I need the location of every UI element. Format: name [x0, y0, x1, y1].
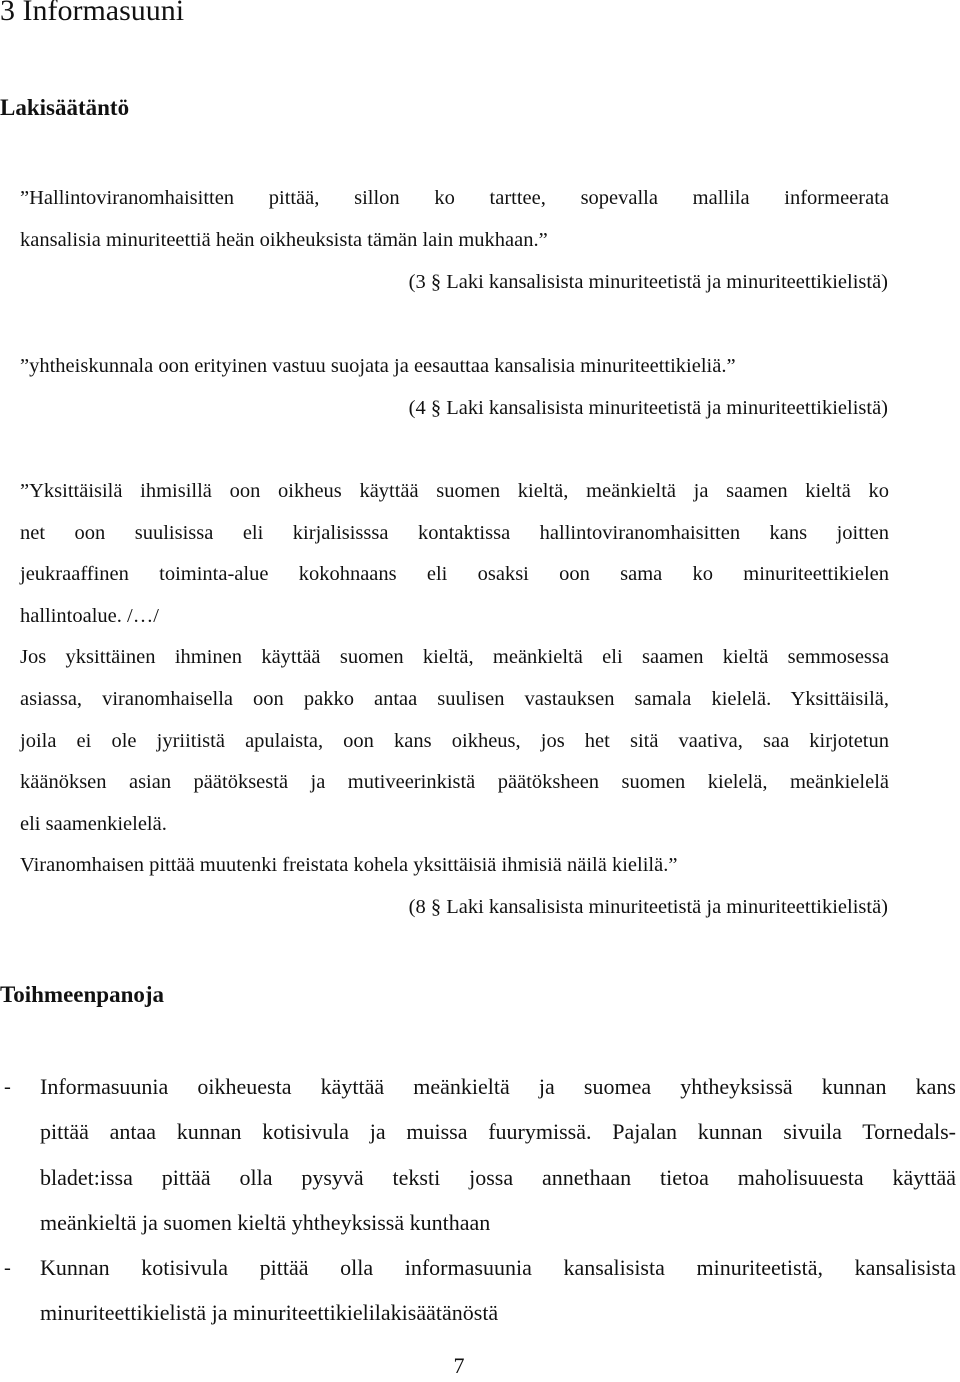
quote1-line-2: kansalisia minuriteettiä heän oikheuksista tämän lain mukhaan.”: [20, 229, 548, 251]
quote3-p2-line-2: asiassa, viranomhaisella oon pakko antaa suulisen vastauksen samala kielelä. Yksittäisilä,: [20, 688, 889, 710]
quote3-p2-line-1: Jos yksittäinen ihminen käyttää suomen kieltä, meänkieltä eli saamen kieltä semmosessa: [20, 646, 889, 668]
quote3-p2-line-4: käänöksen asian päätöksestä ja mutiveerinkistä päätöksheen suomen kielelä, meänkielelä: [20, 771, 889, 793]
quote3-p1-line-2: net oon suulisissa eli kirjalisisssa kontaktissa hallintoviranomhaisitten kans joitten: [20, 522, 889, 544]
quote1-line-1: ”Hallintoviranomhaisitten pittää, sillon ko tarttee, sopevalla mallila informeerata: [20, 187, 889, 209]
bullet-marker-1: -: [4, 1076, 11, 1098]
section-title-lakisaatanto: Lakisäätäntö: [0, 95, 130, 120]
list-item-2-line-1: Kunnan kotisivula pittää olla informasuunia kansalisista minuriteetistä, kansalisista: [40, 1255, 956, 1280]
quote1-citation: (3 § Laki kansalisista minuriteetistä ja minuriteettikielistä): [408, 271, 888, 293]
quote3-p2-line-5: eli saamenkielelä.: [20, 813, 167, 835]
list-item-1-line-3: bladet:issa pittää olla pysyvä teksti jossa annethaan tietoa maholisuuesta käyttää: [40, 1165, 956, 1190]
quote3-p1-line-1: ”Yksittäisilä ihmisillä oon oikheus käyttää suomen kieltä, meänkieltä ja saamen kieltä ko: [20, 480, 889, 502]
chapter-heading: 3 Informasuuni: [0, 0, 185, 27]
page-number: 7: [453, 1353, 465, 1378]
list-item-1-line-4: meänkieltä ja suomen kieltä yhtheyksissä kunthaan: [40, 1210, 491, 1235]
quote3-p1-line-3: jeukraaffinen toiminta-alue kokohnaans eli osaksi oon sama ko minuriteettikielen: [20, 563, 889, 585]
quote3-p3-line-1: Viranomhaisen pittää muutenki freistata kohela yksittäisiä ihmisiä näilä kielilä.”: [20, 854, 678, 876]
list-item-1-line-2: pittää antaa kunnan kotisivula ja muissa fuurymissä. Pajalan kunnan sivuila Tornedals-: [40, 1119, 956, 1144]
list-item-2-line-2: minuriteettikielistä ja minuriteettikielilakisäätänöstä: [40, 1300, 499, 1325]
section-title-toihmeenpanoja: Toihmeenpanoja: [0, 982, 165, 1007]
list-item-1-line-1: Informasuunia oikheuesta käyttää meänkieltä ja suomea yhtheyksissä kunnan kans: [40, 1074, 956, 1099]
quote3-p1-line-4: hallintoalue. /…/: [20, 605, 159, 627]
quote2-line-1: ”yhtheiskunnala oon erityinen vastuu suojata ja eesauttaa kansalisia minuriteettikieliä.”: [20, 355, 736, 377]
quote3-p2-line-3: joila ei ole jyriitistä apulaista, oon kans oikheus, jos het sitä vaativa, saa kirjotetun: [20, 730, 889, 752]
quote2-citation: (4 § Laki kansalisista minuriteetistä ja minuriteettikielistä): [408, 397, 888, 419]
bullet-marker-2: -: [4, 1257, 11, 1279]
quote3-citation: (8 § Laki kansalisista minuriteetistä ja minuriteettikielistä): [408, 896, 888, 918]
